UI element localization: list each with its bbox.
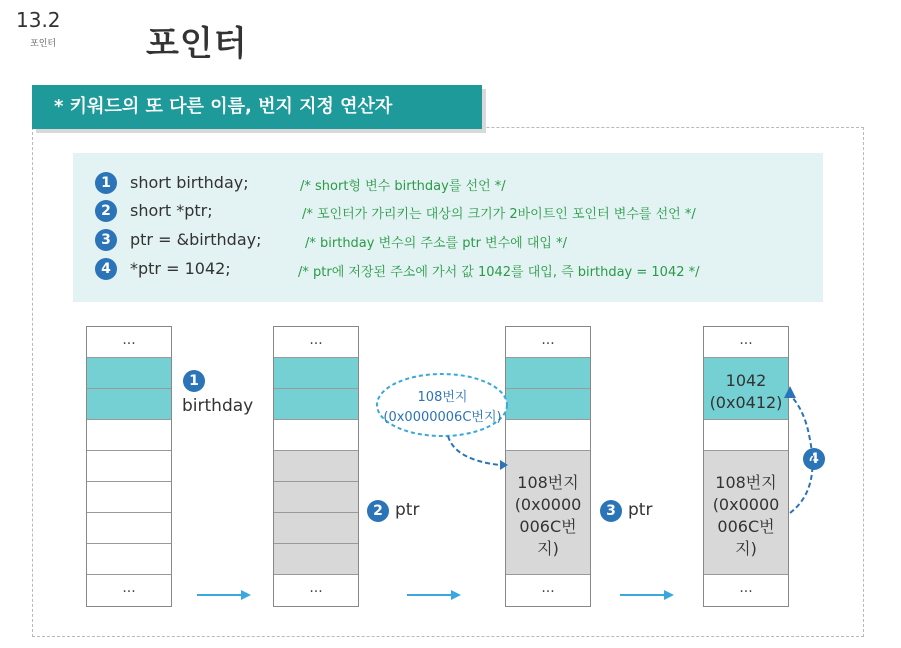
value-line-1: 1042 (725, 371, 767, 390)
code-text: *ptr = 1042; (130, 259, 231, 278)
section-banner: * 키워드의 또 다른 이름, 번지 지정 연산자 (32, 85, 482, 129)
memory-cell-gray (274, 451, 358, 482)
section-subtitle: 포인터 (30, 39, 57, 49)
code-comment: /* short형 변수 birthday를 선언 */ (300, 179, 506, 194)
birthday-label: birthday (182, 396, 254, 416)
memory-cell-ellipsis: ... (309, 580, 323, 596)
step-badge-4: 4 (803, 448, 825, 470)
transition-arrow-1 (195, 588, 255, 602)
step-badge-3: 3 (600, 500, 622, 522)
value-line-2: (0x0412) (709, 393, 783, 412)
step-badge-1: 1 (183, 370, 205, 392)
memory-cell (704, 420, 788, 451)
code-text: short birthday; (130, 173, 249, 192)
transition-arrow-3 (618, 588, 678, 602)
step-badge-4: 4 (95, 258, 117, 280)
memory-column-1 (86, 326, 172, 607)
step-badge-1: 1 (95, 172, 117, 194)
memory-cell-ellipsis: ... (274, 327, 358, 358)
memory-cell (87, 544, 171, 575)
page-title: 포인터 (146, 24, 248, 64)
ptr-label: ptr (628, 500, 653, 520)
step-badge-2: 2 (367, 500, 389, 522)
memory-cell-teal (274, 389, 358, 420)
memory-cell (87, 420, 171, 451)
ptr-label: ptr (395, 500, 420, 520)
memory-cell-teal (274, 358, 358, 389)
section-number: 13.2 (16, 8, 61, 32)
memory-cell-teal (87, 389, 171, 420)
dereference-arrow (780, 380, 840, 520)
address-cell-text: 108번지 (0x0000 006C번 지) (514, 473, 582, 558)
memory-column-4 (703, 326, 789, 607)
memory-cell-gray (274, 544, 358, 575)
callout-line-1: 108번지 (417, 390, 468, 405)
memory-cell (274, 420, 358, 451)
memory-cell-ellipsis: ... (704, 327, 788, 358)
memory-cell-ellipsis: ... (739, 580, 753, 596)
memory-cell (87, 513, 171, 544)
address-cell-text: 108번지 (0x0000 006C번 지) (712, 473, 780, 558)
callout-line-2: (0x0000006C번지) (383, 410, 502, 425)
memory-cell-ellipsis: ... (122, 580, 136, 596)
memory-cell-teal (87, 358, 171, 389)
memory-cell-ellipsis: ... (541, 580, 555, 596)
step-badge-2: 2 (95, 200, 117, 222)
code-text: short *ptr; (130, 201, 213, 220)
memory-cell-gray (274, 513, 358, 544)
memory-cell (87, 451, 171, 482)
callout-text (380, 388, 505, 428)
memory-column-2 (273, 326, 359, 607)
code-text: ptr = &birthday; (130, 230, 262, 249)
code-comment: /* birthday 변수의 주소를 ptr 변수에 대입 */ (305, 236, 567, 251)
memory-cell-gray (274, 482, 358, 513)
code-comment: /* 포인터가 가리키는 대상의 크기가 2바이트인 포인터 변수를 선언 */ (302, 207, 696, 222)
step-badge-3: 3 (95, 229, 117, 251)
memory-cell (87, 482, 171, 513)
value-cell-text (703, 370, 789, 414)
transition-arrow-2 (405, 588, 465, 602)
code-comment: /* ptr에 저장된 주소에 가서 값 1042를 대입, 즉 birthday = 1042 */ (298, 265, 700, 280)
memory-cell-ellipsis: ... (87, 327, 171, 358)
code-box (73, 153, 823, 302)
memory-cell-ellipsis: ... (506, 327, 590, 358)
